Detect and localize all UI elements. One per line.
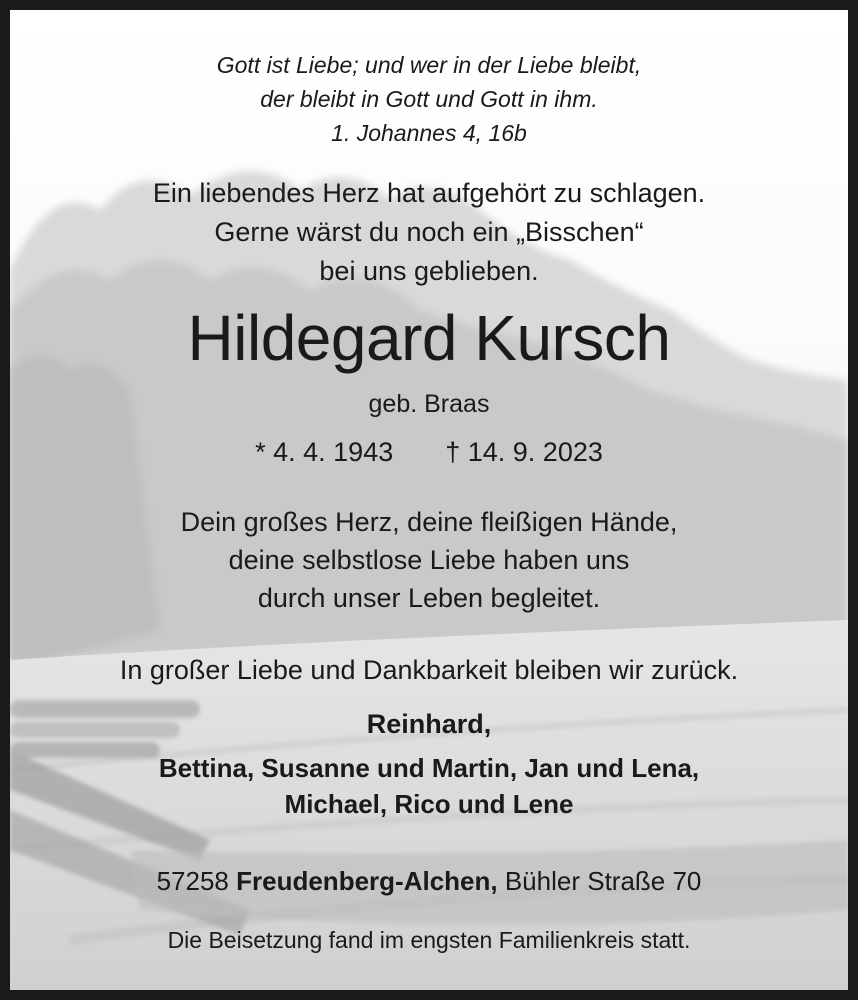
family-line-3: Michael, Rico und Lene [284,789,574,819]
poem-line-3: bei uns geblieben. [319,256,539,286]
mourner-address [10,866,848,897]
bible-verse-reference: 1. Johannes 4, 16b [331,120,527,146]
poem-line-2: Gerne wärst du noch ein „Bisschen“ [214,217,644,247]
deceased-name: Hildegard Kursch [187,302,671,374]
tribute-line-3: durch unser Leben begleitet. [257,583,601,613]
tribute-line-1: Dein großes Herz, deine fleißigen Hände, [180,507,678,537]
birth-date: * 4. 4. 1943 [255,437,394,467]
address-street: Bühler Straße 70 [504,866,702,896]
bible-verse-line-2: der bleibt in Gott und Gott in ihm. [260,86,598,112]
closing-statement: In großer Liebe und Dankbarkeit bleiben wir zurück. [119,655,739,685]
bible-verse-line-1: Gott ist Liebe; und wer in der Liebe bleibt, [216,52,642,78]
burial-note: Die Beisetzung fand im engsten Familienkreis statt. [167,927,691,953]
maiden-name: geb. Braas [368,390,490,418]
death-date: † 14. 9. 2023 [445,437,603,467]
life-dates [10,437,848,468]
family-line-1: Reinhard, [366,709,492,739]
poem-line-1: Ein liebendes Herz hat aufgehört zu schlagen. [152,178,706,208]
address-town: Freudenberg-Alchen, [236,866,498,896]
address-zip: 57258 [156,866,229,896]
obituary-text [10,10,848,990]
tribute-line-2: deine selbstlose Liebe haben uns [228,545,630,575]
family-line-2: Bettina, Susanne und Martin, Jan und Lena, [158,753,700,783]
